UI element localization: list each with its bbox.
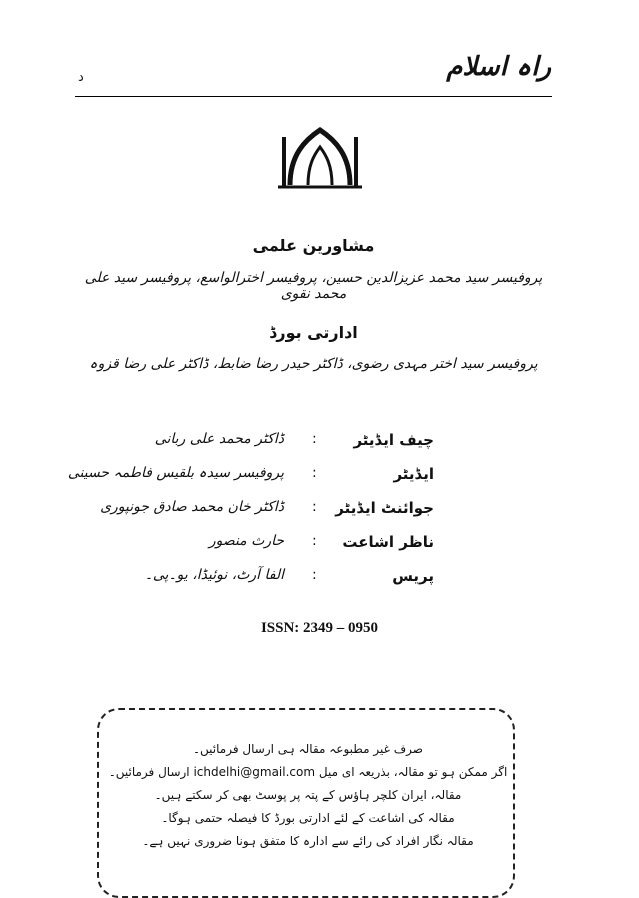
staff-name: حارث منصور xyxy=(208,533,284,549)
header-journal-title: راہ اسلام xyxy=(446,52,551,82)
header-page-marker: د xyxy=(78,70,84,85)
header-divider xyxy=(75,96,552,97)
staff-row xyxy=(0,567,639,593)
editorial-board-title: ادارتی بورڈ xyxy=(269,323,358,342)
staff-name: پروفیسر سیدہ بلقیس فاطمہ حسینی xyxy=(67,465,284,481)
calligraphy-logo-icon xyxy=(270,125,370,195)
staff-role: پریس xyxy=(392,567,434,585)
staff-row xyxy=(0,431,639,457)
advisory-title: مشاورین علمی xyxy=(252,236,375,255)
staff-colon: : xyxy=(312,499,317,515)
notice-line: مقالہ نگار افراد کی رائے سے ادارہ کا متفق ہونا ضروری نہیں ہے۔ xyxy=(142,834,474,848)
advisory-names: پروفیسر سید محمد عزیزالدین حسین، پروفیسر اخترالواسع، پروفیسر سید علی محمد نقوی xyxy=(84,270,543,302)
submission-notice-box xyxy=(97,708,515,898)
notice-line: مقالہ، ایران کلچر ہاؤس کے پتہ پر پوسٹ بھی کر سکتے ہیں۔ xyxy=(154,788,462,802)
staff-colon: : xyxy=(312,431,317,447)
staff-role: چیف ایڈیٹر xyxy=(353,431,434,449)
staff-role: جوائنٹ ایڈیٹر xyxy=(335,499,434,517)
staff-row xyxy=(0,499,639,525)
staff-colon: : xyxy=(312,465,317,481)
notice-line: مقالہ کی اشاعت کے لئے ادارتی بورڈ کا فیصلہ حتمی ہوگا۔ xyxy=(161,811,455,825)
advisory-section xyxy=(75,236,552,255)
staff-role: ناظر اشاعت xyxy=(342,533,434,551)
editorial-board-names: پروفیسر سید اختر مہدی رضوی، ڈاکٹر حیدر رضا ضابط، ڈاکٹر علی رضا قزوہ xyxy=(89,356,538,372)
staff-name: ڈاکٹر محمد علی ربانی xyxy=(154,431,284,447)
staff-row xyxy=(0,533,639,559)
editorial-board-section xyxy=(75,323,552,342)
notice-line: اگر ممکن ہو تو مقالہ، بذریعہ ای میل ichdelhi@gmail.com ارسال فرمائیں۔ xyxy=(108,765,508,779)
staff-colon: : xyxy=(312,533,317,549)
staff-name: الفا آرٹ، نوئیڈا، یو۔پی۔ xyxy=(144,567,284,583)
staff-role: ایڈیٹر xyxy=(393,465,434,483)
notice-line: صرف غیر مطبوعہ مقالہ ہی ارسال فرمائیں۔ xyxy=(193,742,423,756)
journal-logo xyxy=(270,125,370,195)
staff-colon: : xyxy=(312,567,317,583)
staff-name: ڈاکٹر خان محمد صادق جونپوری xyxy=(100,499,284,515)
issn-number: ISSN: 2349 – 0950 xyxy=(260,620,379,636)
staff-row xyxy=(0,465,639,491)
